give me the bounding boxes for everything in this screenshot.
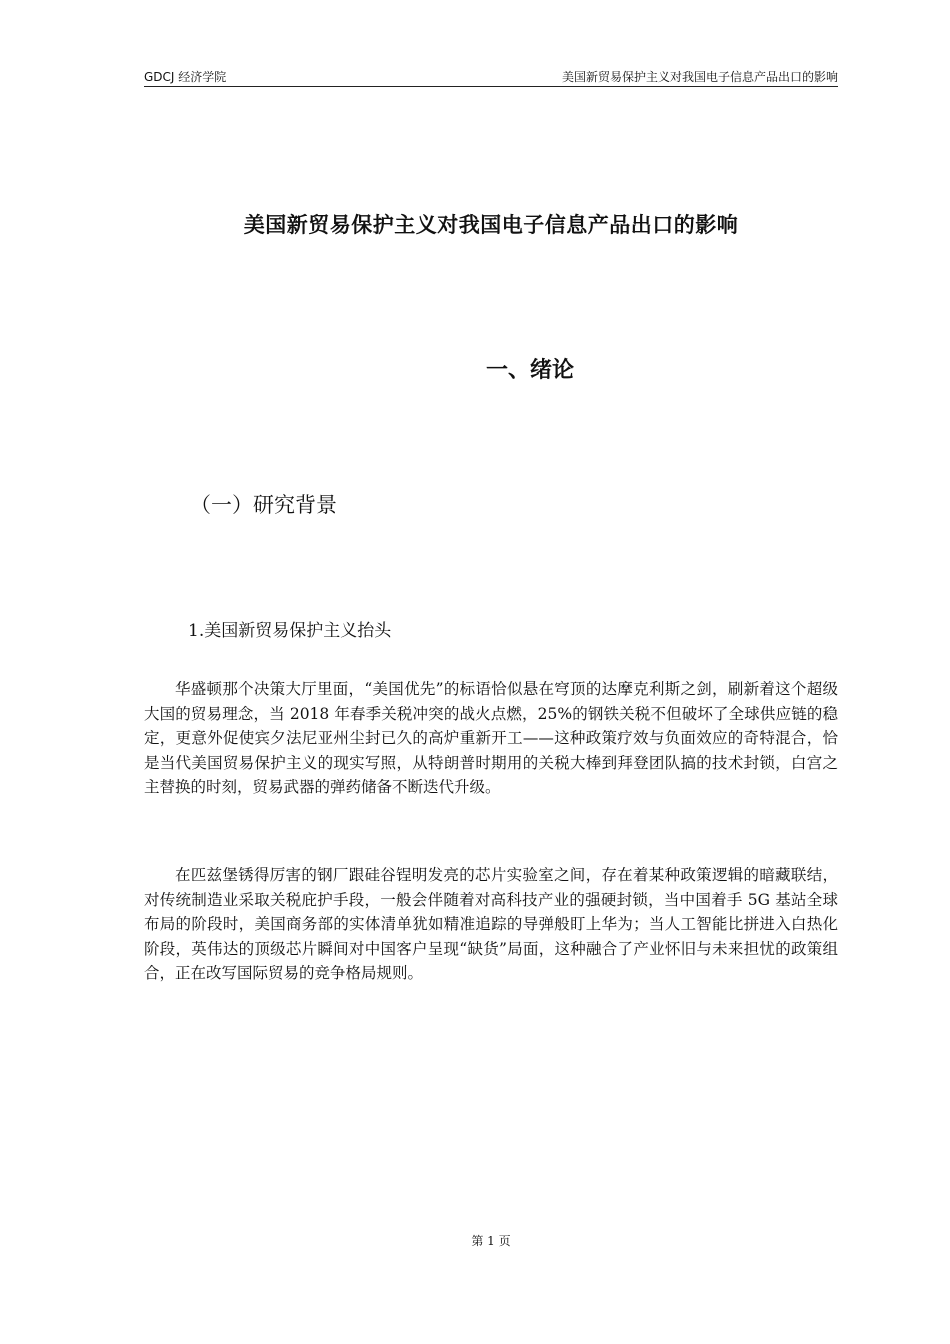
document-title: 美国新贸易保护主义对我国电子信息产品出口的影响 — [243, 213, 739, 237]
page-number: 第 1 页 — [471, 1234, 511, 1248]
chapter-heading: 一、绪论 — [485, 358, 574, 383]
subsection-heading: 1.美国新贸易保护主义抬头 — [188, 621, 392, 641]
body-paragraph-2: 在匹兹堡锈得厉害的钢厂跟硅谷锃明发亮的芯片实验室之间，存在着某种政策逻辑的暗藏联结，对传统制造业采取关税庇护手段，一般会伴随着对高科技产业的强硬封锁，当中国着手 5G 基站全球布局的阶段时，美国商务部的实体清单犹如精准追踪的导弹般盯上华为；当人工智能比拼进入白热化阶段，英伟达的顶级芯片瞬间对中国客户呈现“缺货”局面，这种融合了产业怀旧与未来担忧的政策组合，正在改写国际贸易的竞争格局规则。 — [144, 866, 838, 982]
body-paragraph-1: 华盛顿那个决策大厅里面，“美国优先”的标语恰似悬在穹顶的达摩克利斯之剑，刷新着这个超级大国的贸易理念，当 2018 年春季关税冲突的战火点燃，25%的钢铁关税不但破坏了全球供应链的稳定，更意外促使宾夕法尼亚州尘封已久的高炉重新开工——这种政策疗效与负面效应的奇特混合，恰是当代美国贸易保护主义的现实写照，从特朗普时期用的关税大棒到拜登团队搞的技术封锁，白宫之主替换的时刻，贸易武器的弹药储备不断迭代升级。 — [144, 680, 838, 796]
section-heading: （一）研究背景 — [190, 493, 337, 517]
header-running-title: 美国新贸易保护主义对我国电子信息产品出口的影响 — [561, 70, 838, 84]
page-header — [144, 68, 838, 87]
header-school-name: GDCJ 经济学院 — [144, 70, 227, 84]
